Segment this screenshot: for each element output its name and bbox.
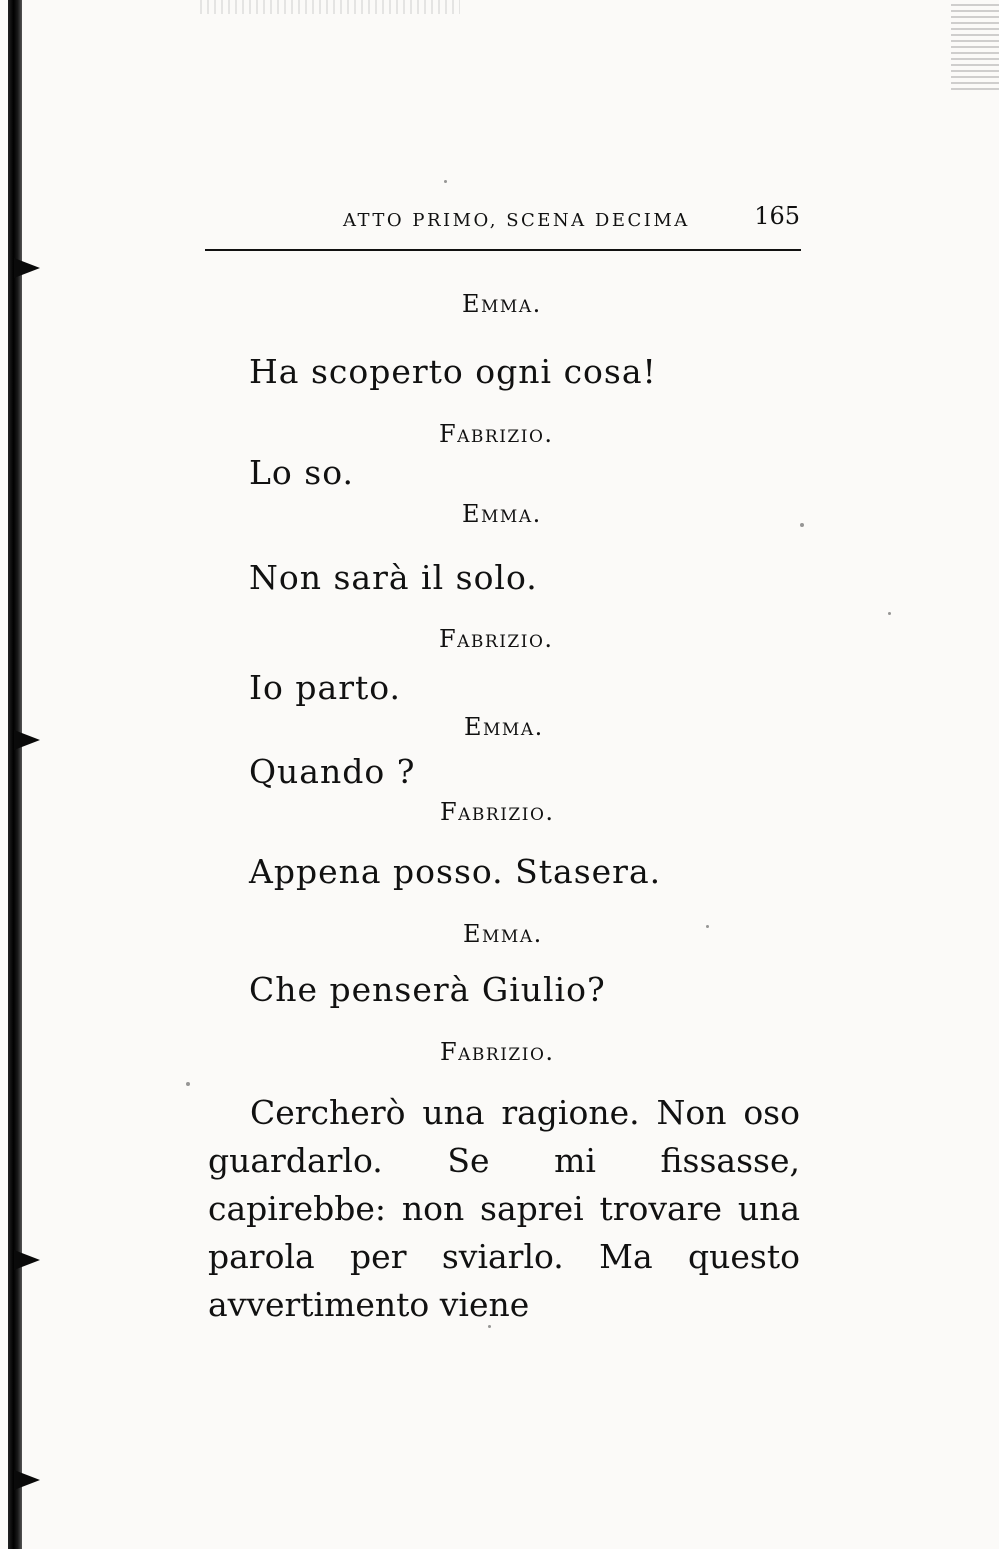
dialogue-line: Non sarà il solo. (249, 558, 538, 597)
dialogue-line: Io parto. (249, 668, 402, 707)
binding-tear-mark (14, 1250, 40, 1270)
header-rule (205, 249, 801, 251)
speaker-name: Fabrizio. (439, 625, 554, 653)
dialogue-line: Che penserà Giulio? (249, 970, 606, 1009)
page-number: 165 (754, 202, 800, 230)
speaker-name: Emma. (462, 290, 542, 318)
scan-speck (186, 1082, 190, 1086)
running-head (205, 202, 800, 238)
scan-speck (888, 612, 891, 615)
dialogue-line: Quando ? (249, 752, 416, 791)
book-binding-edge (8, 0, 22, 1549)
dialogue-line: Appena posso. Stasera. (249, 852, 662, 891)
binding-tear-mark (14, 1470, 40, 1490)
running-head-title: ATTO PRIMO, SCENA DECIMA (343, 210, 690, 231)
speaker-name: Emma. (464, 713, 544, 741)
dialogue-line: Ha scoperto ogni cosa! (249, 352, 657, 391)
scan-noise (951, 0, 999, 90)
scan-speck (444, 180, 447, 183)
speaker-name: Fabrizio. (440, 1038, 555, 1066)
dialogue-line: Lo so. (249, 453, 354, 492)
scan-noise (200, 0, 460, 14)
speaker-name: Fabrizio. (439, 420, 554, 448)
speaker-name: Fabrizio. (440, 798, 555, 826)
dialogue-paragraph: Cercherò una ragione. Non oso guardarlo. Se mi fissasse, capirebbe: non saprei trovare una parola per sviarlo. Ma questo avvertimento viene (208, 1093, 800, 1324)
speaker-name: Emma. (463, 920, 543, 948)
binding-tear-mark (14, 730, 40, 750)
binding-tear-mark (14, 258, 40, 278)
scan-speck (706, 925, 709, 928)
speaker-name: Emma. (462, 500, 542, 528)
scan-speck (800, 523, 804, 527)
